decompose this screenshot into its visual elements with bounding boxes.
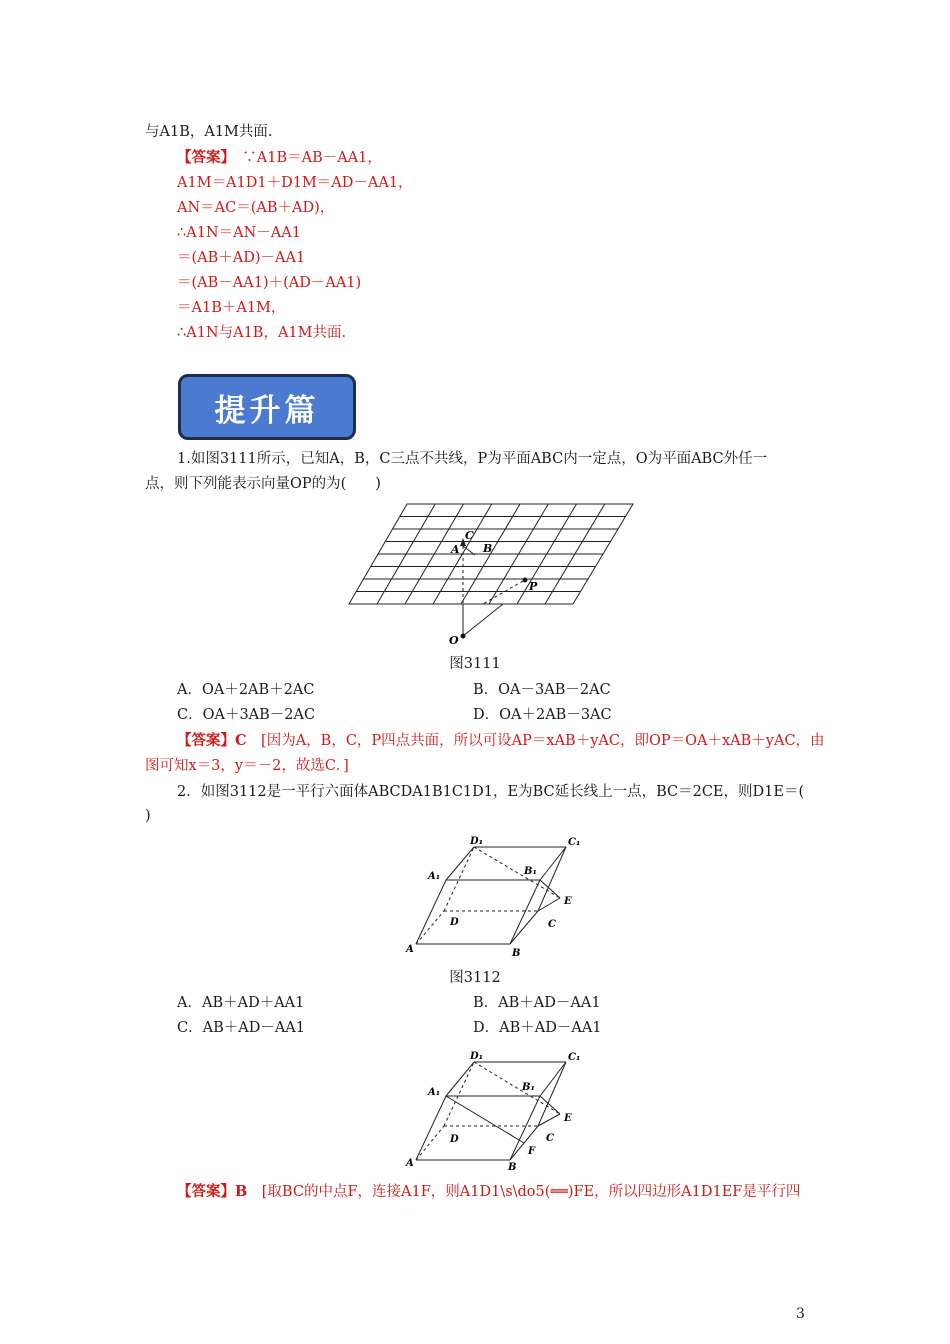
label-a: A — [406, 944, 414, 955]
label-d1: D₁ — [470, 836, 484, 847]
label-e: E — [564, 896, 572, 907]
label-b1: B₁ — [522, 1082, 535, 1093]
label-b: B — [508, 1162, 517, 1173]
answer-q2 — [177, 1182, 800, 1202]
label-b: B — [512, 948, 521, 959]
answer-line: ＝(AB－AA1)＋(AD－AA1) — [177, 275, 362, 291]
option-c: C．OA＋3AB－2AC — [177, 707, 316, 723]
option-c: C．AB＋AD－AA1 — [177, 1020, 305, 1036]
label-c1: C₁ — [568, 837, 581, 848]
label-c: C — [548, 919, 556, 930]
question-2-text-cont: ) — [145, 808, 151, 824]
section-banner: 提升篇 — [178, 374, 356, 440]
answer-line: ＝(AB＋AD)－AA1 — [177, 250, 306, 266]
label-a1: A₁ — [428, 1087, 441, 1098]
answer-line: A1M＝A1D1＋D1M＝AD－AA1， — [177, 175, 413, 191]
figure-3112-solution — [400, 1048, 590, 1174]
label-d1: D₁ — [470, 1051, 484, 1062]
option-a: A．OA＋2AB＋2AC — [177, 682, 315, 698]
question-1-text-cont: 点，则下列能表示向量OP的为( ) — [145, 476, 381, 492]
figure-caption-3111: 图3111 — [449, 656, 501, 672]
answer-line: ＝A1B＋A1M， — [177, 300, 286, 316]
answer-line: ∵A1B＝AB－AA1， — [242, 150, 382, 166]
label-o: O — [449, 634, 459, 647]
answer-line: AN＝AC＝(AB＋AD)， — [177, 200, 335, 216]
answer-q1-cont: 图可知x＝3，y＝－2，故选C．] — [145, 758, 349, 774]
label-a1: A₁ — [428, 871, 441, 882]
answer-line: ∴A1N与A1B，A1M共面. — [177, 325, 347, 341]
answer-tag: 【答案】 — [177, 149, 228, 166]
question-1-text: 1.如图3111所示，已知A，B，C三点不共线，P为平面ABC内一定点，O为平面ABC外任一 — [177, 451, 768, 467]
intro-line: 与A1B，A1M共面. — [145, 124, 273, 140]
label-f: F — [528, 1146, 536, 1157]
option-d: D．AB＋AD－AA1 — [473, 1020, 602, 1036]
figure-3111 — [345, 500, 640, 650]
label-p: P — [529, 580, 538, 593]
answer-text: [取BC的中点F，连接A1F，则A1D1\s\do5(══)FE，所以四边形A1D1EF是平行四 — [247, 1184, 801, 1200]
label-c1: C₁ — [568, 1052, 581, 1063]
label-e: E — [564, 1113, 572, 1124]
label-c: C — [465, 529, 474, 542]
label-b1: B₁ — [524, 866, 537, 877]
label-c: C — [546, 1133, 554, 1144]
answer-block-1 — [177, 148, 382, 168]
answer-line: ∴A1N＝AN－AA1 — [177, 225, 301, 241]
label-b: B — [483, 542, 493, 555]
label-d: D — [450, 917, 459, 928]
figure-caption-3112: 图3112 — [449, 970, 501, 986]
question-2-text: 2．如图3112是一平行六面体ABCDA1B1C1D1，E为BC延长线上一点，BC＝2CE，则D1E＝( — [177, 784, 805, 800]
page-number: 3 — [796, 1306, 805, 1322]
option-b: B．OA－3AB－2AC — [473, 682, 611, 698]
label-d: D — [450, 1134, 459, 1145]
figure-3112 — [400, 834, 590, 966]
answer-q1 — [177, 731, 825, 751]
option-d: D．OA＋2AB－3AC — [473, 707, 612, 723]
answer-tag: 【答案】C — [177, 732, 247, 749]
option-a: A．AB＋AD＋AA1 — [177, 995, 305, 1011]
answer-text: [因为A，B，C，P四点共面，所以可设AP＝xAB＋yAC，即OP＝OA＋xAB＋yAC，由 — [246, 733, 825, 749]
option-b: B．AB＋AD－AA1 — [473, 995, 601, 1011]
answer-tag: 【答案】B — [177, 1183, 248, 1200]
label-a: A — [406, 1158, 414, 1169]
label-a: A — [451, 543, 460, 556]
